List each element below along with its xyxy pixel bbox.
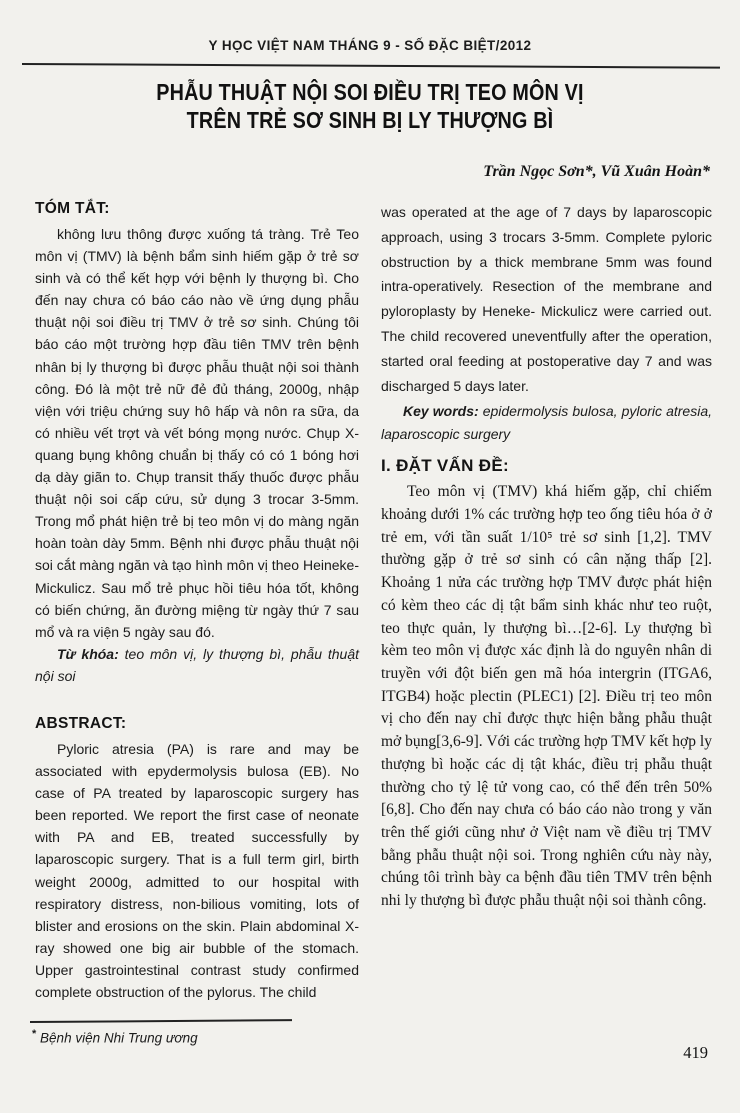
introduction-heading: I. ĐẶT VẤN ĐỀ: <box>381 456 509 476</box>
tom-tat-keywords-text: teo môn vị, ly thượng bì, phẫu thuật nội soi <box>35 645 359 684</box>
footnote-divider-rule <box>30 1019 292 1023</box>
footnote-marker: * <box>32 1028 37 1040</box>
journal-running-head: Y HỌC VIỆT NAM THÁNG 9 - SỐ ĐẶC BIỆT/2012 <box>208 38 532 53</box>
two-column-body <box>35 200 712 1003</box>
page-number: 419 <box>683 1043 708 1062</box>
article-title-line1: PHẪU THUẬT NỘI SOI ĐIỀU TRỊ TEO MÔN VỊ <box>156 79 584 105</box>
footnote-text: Bệnh viện Nhi Trung ương <box>40 1030 198 1046</box>
abstract-keywords-label: Key words: <box>403 403 479 420</box>
tom-tat-keywords <box>35 643 359 687</box>
abstract-body-continued: was operated at the age of 7 days by laparoscopic approach, using 3 trocars 3-5mm. Complete pyloric obstruction by a thick membrane 5mm was found intra-operatively. Resection of the membrane and pyloroplasty by Heneke- Mickulicz were carried out. The child recovered uneventfully after the operation, started oral feeding at postoperative day 7 and was discharged 5 days later. <box>381 204 712 394</box>
article-title-line2: TRÊN TRẺ SƠ SINH BỊ LY THƯỢNG BÌ <box>186 107 554 133</box>
authors-line: Trần Ngọc Sơn*, Vũ Xuân Hoàn* <box>483 163 710 180</box>
right-column <box>381 200 712 1003</box>
abstract-keywords-text: epidermolysis bulosa, pyloric atresia, laparoscopic surgery <box>381 403 712 443</box>
introduction-body: Teo môn vị (TMV) khá hiếm gặp, chỉ chiếm khoảng dưới 1% các trường hợp teo ống tiêu hóa ở ở trẻ em, với tần suất 1/10⁵ trẻ sơ sinh [1,2]. TMV thường gặp ở trẻ sơ sinh có cân nặng thấp [2]. Khoảng 1 nửa các trường hợp TMV được phát hiện có kèm theo các dị tật bẩm sinh khác như teo ruột, teo thực quản, ly thượng bì…[2-6]. Ly thượng bì kèm teo môn vị được xác định là do nguyên nhân di truyền với đột biến gen mã hóa intergrin (ITGA6, ITGB4) hoặc plectin (PLEC1) [2]. Điều trị teo môn vị cho đến nay chỉ được thực hiện bằng phẫu thuật mở bụng[3,6-9]. Với các trường hợp TMV kết hợp ly thượng bì hoặc các dị tật khác, điều trị phẫu thuật thường cho tỷ lệ tử vong cao, có thể đến trên 50% [6,8]. Cho đến nay chưa có báo cáo nào trong y văn trên thế giới cũng như ở Việt nam về điều trị TMV bằng phẫu thuật nội soi. Trong nghiên cứu này này, chúng tôi trình bày ca bệnh đầu tiên TMV trên bệnh nhi ly thượng bì được phẫu thuật nội soi thành công. <box>381 483 712 910</box>
article-title <box>52 78 688 134</box>
tom-tat-body: không lưu thông được xuống tá tràng. Trẻ Teo môn vị (TMV) là bệnh bẩm sinh hiếm gặp ở trẻ sơ sinh và có thể kết hợp với bệnh ly thượng bì. Cho đến nay chưa có báo cáo nào về ứng dụng phẫu thuật nội soi điều trị TMV ở trẻ sơ sinh. Chúng tôi báo cáo một trường hợp đầu tiên TMV trên bệnh nhân bị ly thượng bì được phẫu thuật nội soi thành công. Đó là một trẻ nữ đẻ đủ tháng, 2000g, nhập viện với triệu chứng suy hô hấp và nôn ra sữa, da có nhiều vết trợt và vết bóng mọng nước. Chụp X-quang bụng không chuẩn bị thấy có có 1 bóng hơi dạ dày giãn to. Chụp transit thấy thuốc được phẫu thuật nội soi cấp cứu, sử dụng 3 trocar 3-5mm. Trong mổ phát hiện trẻ bị teo môn vị do màng ngăn hoàn toàn dày 5mm. Bệnh nhi được phẫu thuật nội soi cắt màng ngăn và tạo hình môn vị theo Heineke-Mickulicz. Sau mổ trẻ phục hồi tiêu hóa tốt, không có biến chứng, ăn đường miệng từ ngày thứ 7 sau mổ và ra viện 5 ngày sau đó. <box>35 226 359 640</box>
abstract-body: Pyloric atresia (PA) is rare and may be associated with epydermolysis bulosa (EB). No case of PA treated by laparoscopic surgery has been reported. We report the first case of neonate with PA and EB, treated successfully by laparoscopic surgery. That is a full term girl, birth weight 2000g, admitted to our hospital with respiratory distress, non-bilious vomiting, lots of blister and erosions on the skin. Plain abdominal X-ray showed one big air bubble of the stomach. Upper gastrointestinal contrast study confirmed complete obstruction of the pylorus. The child <box>35 740 359 1000</box>
left-column <box>35 200 359 1003</box>
tom-tat-heading: TÓM TẮT: <box>35 200 110 217</box>
header-divider-rule <box>22 63 720 69</box>
affiliation-footnote <box>32 1028 198 1046</box>
abstract-keywords <box>381 400 712 446</box>
abstract-heading: ABSTRACT: <box>35 714 127 732</box>
tom-tat-keywords-label: Từ khóa: <box>57 645 119 662</box>
